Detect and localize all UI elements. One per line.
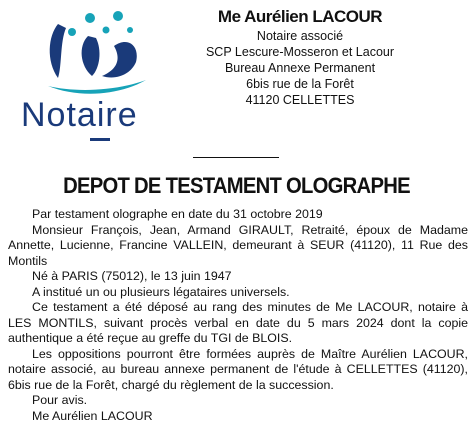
paragraph: Monsieur François, Jean, Armand GIRAULT, Retraité, époux de Madame Annette, Lucienne, Francine VALLEIN, demeurant à SEUR (41120), 11 Rue des Montils <box>8 223 468 270</box>
paragraph: A institué un ou plusieurs légataires universels. <box>8 285 468 301</box>
header-line: 6bis rue de la Forêt <box>200 76 400 92</box>
header-line: Bureau Annexe Permanent <box>200 60 400 76</box>
paragraph: Ce testament a été déposé au rang des minutes de Me LACOUR, notaire à LES MONTILS, suivant procès verbal en date du 5 mars 2024 dont la copie authentique a été reçue au greffe du TGI de BLOIS. <box>8 300 468 347</box>
notary-header <box>200 6 400 108</box>
notice-body <box>8 207 468 424</box>
logo-wordmark: Notaire <box>21 96 138 135</box>
header-line: 41120 CELLETTES <box>200 92 400 108</box>
header-line: SCP Lescure-Mosseron et Lacour <box>200 44 400 60</box>
notaire-logo <box>18 6 178 146</box>
signature: Me Aurélien LACOUR <box>8 409 468 424</box>
paragraph: Né à PARIS (75012), le 13 juin 1947 <box>8 269 468 285</box>
paragraph: Les oppositions pourront être formées auprès de Maître Aurélien LACOUR, notaire associé, au bureau annexe permanent de l'étude à CELLETTES (41120), 6bis rue de la Forêt, chargé du règlement de la succession. <box>8 347 468 394</box>
paragraph: Pour avis. <box>8 393 468 409</box>
notary-name: Me Aurélien LACOUR <box>200 6 400 28</box>
logo-underline <box>18 6 178 146</box>
header-line: Notaire associé <box>200 28 400 44</box>
notice-title: DEPOT DE TESTAMENT OLOGRAPHE <box>19 172 454 200</box>
paragraph: Par testament olographe en date du 31 octobre 2019 <box>8 207 468 223</box>
divider <box>193 157 279 158</box>
